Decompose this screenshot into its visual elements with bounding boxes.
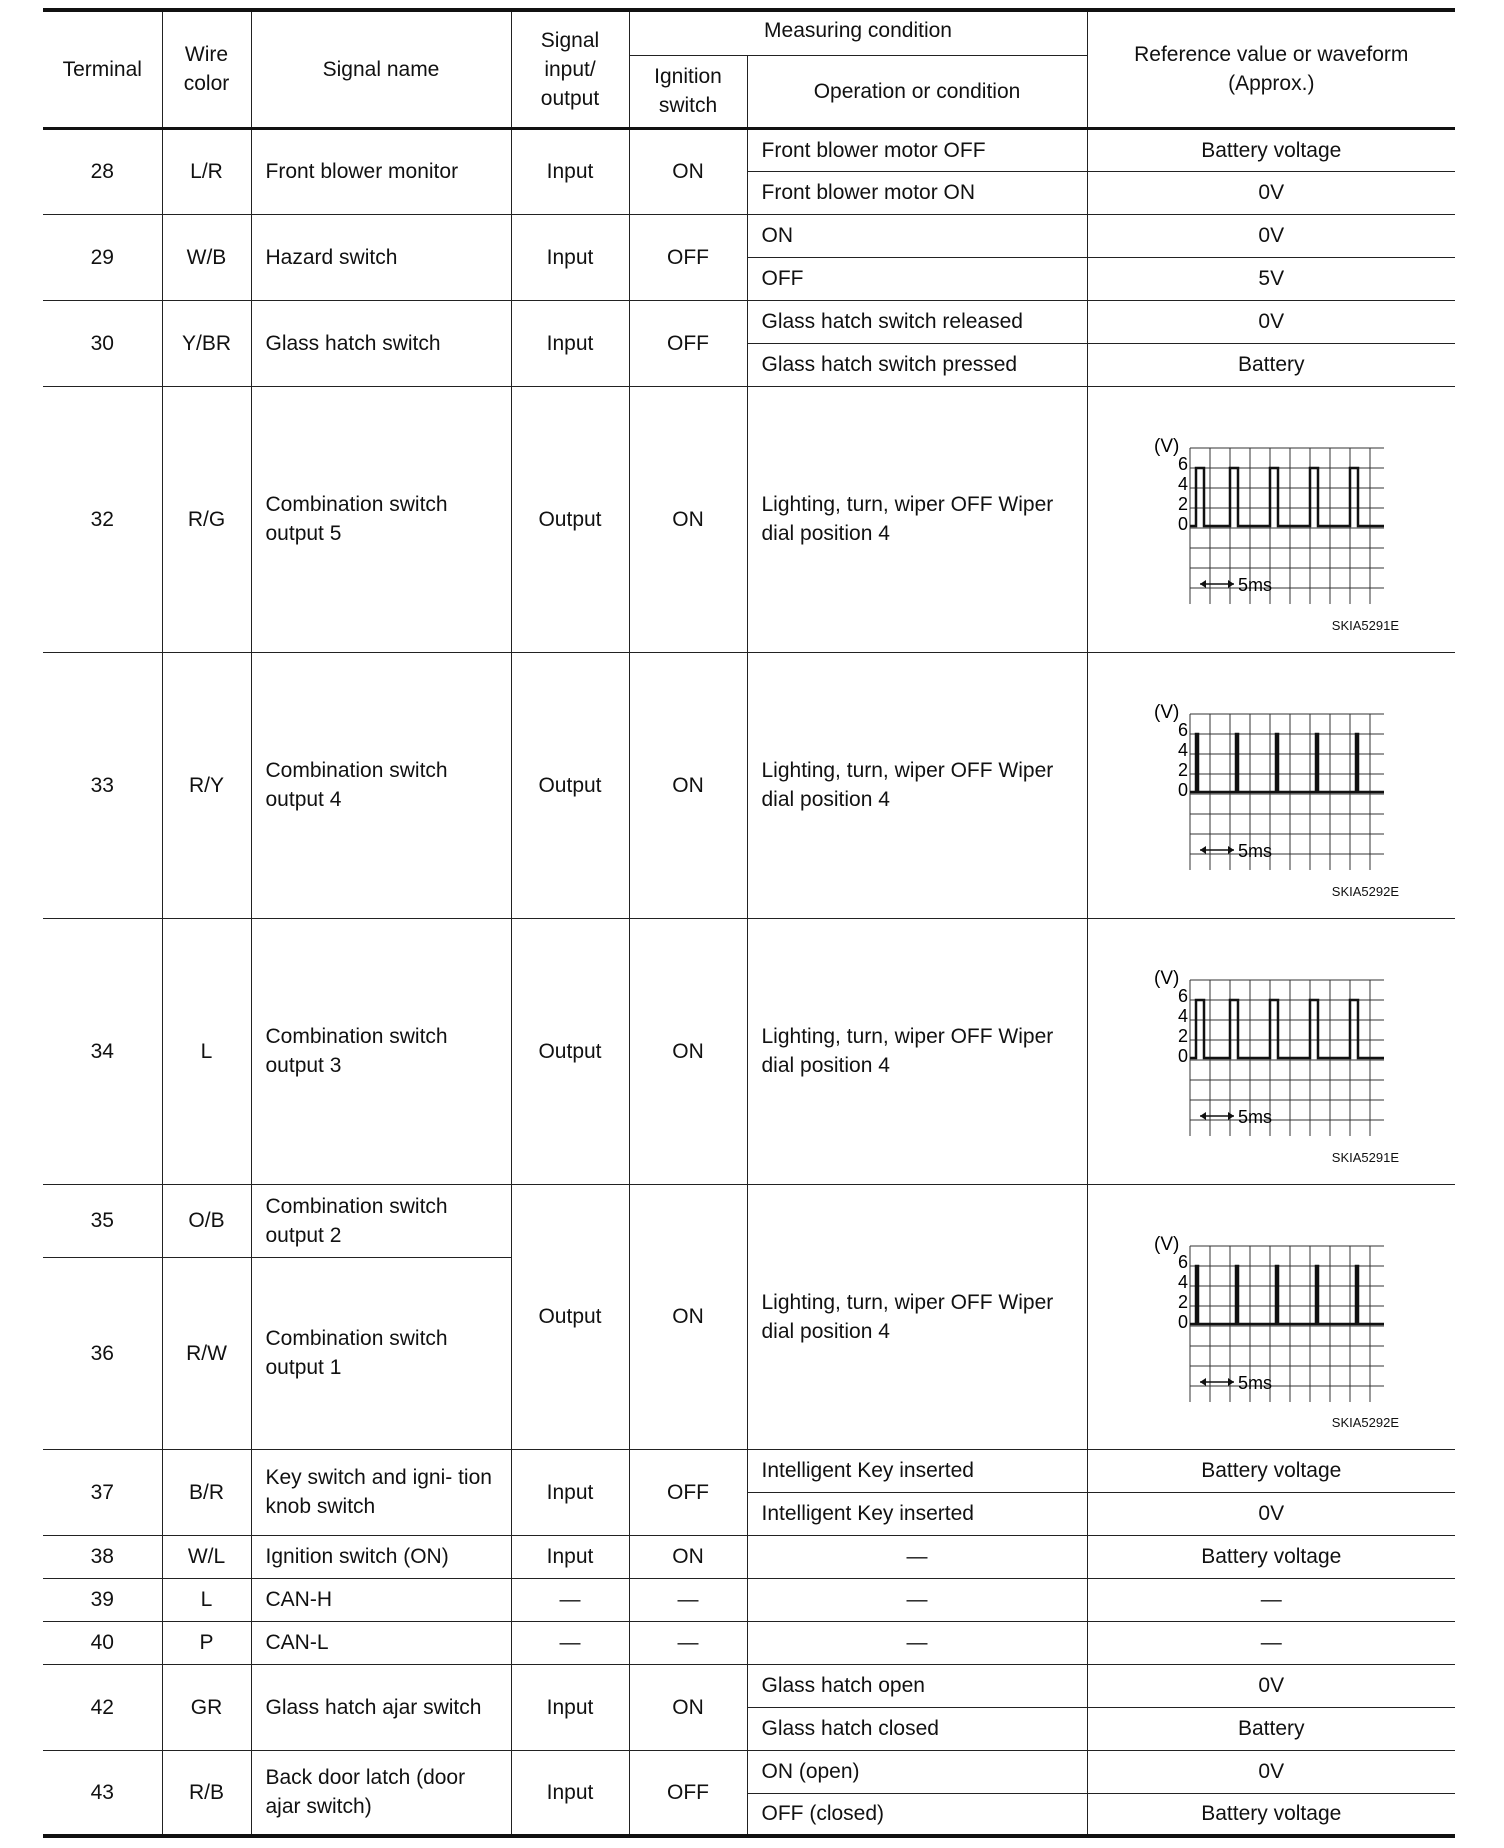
ignition-cell: ON <box>629 652 747 918</box>
signal-io-cell: Input <box>511 214 629 300</box>
condition-cell: OFF (closed) <box>747 1793 1087 1836</box>
unit-label: (V) <box>1153 435 1179 457</box>
signal-name-cell: Front blower monitor <box>251 128 511 214</box>
y-tick-label: 0 <box>1177 513 1188 534</box>
y-tick-label: 2 <box>1177 1291 1188 1312</box>
reference-cell: 0V <box>1087 1664 1455 1707</box>
signal-name-cell: Glass hatch switch <box>251 300 511 386</box>
condition-cell: Lighting, turn, wiper OFF Wiper dial position 4 <box>747 1184 1087 1449</box>
terminal-cell: 38 <box>43 1535 162 1578</box>
waveform-signal <box>1190 468 1384 526</box>
condition-cell: ON <box>747 214 1087 257</box>
y-tick-label: 6 <box>1177 985 1188 1006</box>
condition-cell: Glass hatch closed <box>747 1707 1087 1750</box>
reference-cell: 0V <box>1087 214 1455 257</box>
waveform-graph <box>1154 434 1384 604</box>
ignition-cell: OFF <box>629 214 747 300</box>
signal-name-cell: CAN-L <box>251 1621 511 1664</box>
unit-label: (V) <box>1153 967 1179 989</box>
wire-color-cell: L <box>162 1578 251 1621</box>
table-row <box>43 652 1455 918</box>
signal-io-cell: Input <box>511 128 629 214</box>
waveform-signal <box>1190 734 1384 792</box>
figure-code: SKIA5292E <box>1331 1414 1400 1430</box>
signal-name-cell: CAN-H <box>251 1578 511 1621</box>
reference-cell: 0V <box>1087 1492 1455 1535</box>
figure-code: SKIA5291E <box>1331 1149 1400 1165</box>
ignition-cell: ON <box>629 1535 747 1578</box>
terminal-cell: 34 <box>43 918 162 1184</box>
condition-cell: OFF <box>747 257 1087 300</box>
waveform-signal <box>1190 1266 1384 1324</box>
header-wire-color: Wire color <box>162 10 251 128</box>
wire-color-cell: GR <box>162 1664 251 1750</box>
signal-io-cell: Input <box>511 1750 629 1836</box>
table-row <box>43 300 1455 343</box>
wire-color-cell: Y/BR <box>162 300 251 386</box>
ignition-cell: ON <box>629 128 747 214</box>
condition-cell: — <box>747 1621 1087 1664</box>
waveform-cell <box>1087 1184 1455 1449</box>
reference-cell: — <box>1087 1621 1455 1664</box>
arrow-head-right <box>1228 846 1234 854</box>
wire-color-cell: L <box>162 918 251 1184</box>
ignition-cell: ON <box>629 918 747 1184</box>
arrow-head-left <box>1200 580 1206 588</box>
condition-cell: Front blower motor OFF <box>747 128 1087 171</box>
signal-io-cell: Input <box>511 1449 629 1535</box>
signal-name-cell: Key switch and igni- tion knob switch <box>251 1449 511 1535</box>
reference-cell: Battery voltage <box>1087 1449 1455 1492</box>
figure-code: SKIA5291E <box>1331 617 1400 633</box>
y-tick-label: 4 <box>1177 1271 1188 1292</box>
terminal-reference-table <box>43 8 1455 1838</box>
time-scale-label: 5ms <box>1237 1106 1272 1127</box>
ignition-cell: ON <box>629 1664 747 1750</box>
condition-cell: Front blower motor ON <box>747 171 1087 214</box>
unit-label: (V) <box>1153 1233 1179 1255</box>
signal-io-cell: Output <box>511 1184 629 1449</box>
signal-io-cell: Input <box>511 1535 629 1578</box>
table-row <box>43 1664 1455 1707</box>
terminal-cell: 28 <box>43 128 162 214</box>
signal-name-cell: Combination switch output 2 <box>251 1184 511 1257</box>
condition-cell: Glass hatch switch pressed <box>747 343 1087 386</box>
y-tick-label: 0 <box>1177 1045 1188 1066</box>
terminal-cell: 32 <box>43 386 162 652</box>
terminal-cell: 43 <box>43 1750 162 1836</box>
terminal-cell: 35 <box>43 1184 162 1257</box>
signal-io-cell: Output <box>511 652 629 918</box>
reference-cell: — <box>1087 1578 1455 1621</box>
terminal-cell: 30 <box>43 300 162 386</box>
reference-cell: Battery voltage <box>1087 128 1455 171</box>
table-row <box>43 386 1455 652</box>
waveform-cell <box>1087 386 1455 652</box>
ignition-cell: OFF <box>629 1449 747 1535</box>
waveform-graph <box>1154 1232 1384 1402</box>
waveform-graph <box>1154 700 1384 870</box>
y-tick-label: 6 <box>1177 453 1188 474</box>
y-tick-label: 6 <box>1177 1251 1188 1272</box>
arrow-head-left <box>1200 1112 1206 1120</box>
arrow-head-left <box>1200 1378 1206 1386</box>
figure-code: SKIA5292E <box>1331 883 1400 899</box>
terminal-cell: 36 <box>43 1257 162 1449</box>
wire-color-cell: R/W <box>162 1257 251 1449</box>
y-tick-label: 6 <box>1177 719 1188 740</box>
condition-cell: — <box>747 1535 1087 1578</box>
table-row <box>43 1184 1455 1257</box>
signal-io-cell: — <box>511 1578 629 1621</box>
ignition-cell: OFF <box>629 300 747 386</box>
terminal-cell: 39 <box>43 1578 162 1621</box>
y-tick-label: 4 <box>1177 739 1188 760</box>
terminal-cell: 33 <box>43 652 162 918</box>
ignition-cell: ON <box>629 386 747 652</box>
wire-color-cell: W/L <box>162 1535 251 1578</box>
y-tick-label: 4 <box>1177 1005 1188 1026</box>
reference-cell: Battery voltage <box>1087 1535 1455 1578</box>
condition-cell: Glass hatch switch released <box>747 300 1087 343</box>
signal-io-cell: — <box>511 1621 629 1664</box>
header-signal-name: Signal name <box>251 10 511 128</box>
signal-io-cell: Input <box>511 1664 629 1750</box>
table-row <box>43 918 1455 1184</box>
wire-color-cell: O/B <box>162 1184 251 1257</box>
arrow-head-right <box>1228 1378 1234 1386</box>
condition-cell: Intelligent Key inserted <box>747 1449 1087 1492</box>
condition-cell: Glass hatch open <box>747 1664 1087 1707</box>
header-ignition-switch: Ignition switch <box>629 55 747 128</box>
y-tick-label: 2 <box>1177 493 1188 514</box>
condition-cell: Lighting, turn, wiper OFF Wiper dial position 4 <box>747 918 1087 1184</box>
reference-cell: Battery <box>1087 1707 1455 1750</box>
signal-name-cell: Combination switch output 3 <box>251 918 511 1184</box>
condition-cell: Lighting, turn, wiper OFF Wiper dial position 4 <box>747 652 1087 918</box>
header-signal-io: Signal input/ output <box>511 10 629 128</box>
wire-color-cell: R/G <box>162 386 251 652</box>
signal-name-cell: Ignition switch (ON) <box>251 1535 511 1578</box>
condition-cell: ON (open) <box>747 1750 1087 1793</box>
terminal-cell: 29 <box>43 214 162 300</box>
terminal-cell: 42 <box>43 1664 162 1750</box>
table-row <box>43 1535 1455 1578</box>
header-operation: Operation or condition <box>747 55 1087 128</box>
table-row <box>43 1750 1455 1793</box>
ignition-cell: — <box>629 1621 747 1664</box>
waveform-cell <box>1087 652 1455 918</box>
header-terminal: Terminal <box>43 10 162 128</box>
wire-color-cell: B/R <box>162 1449 251 1535</box>
terminal-cell: 40 <box>43 1621 162 1664</box>
signal-io-cell: Input <box>511 300 629 386</box>
header-reference: Reference value or waveform (Approx.) <box>1087 10 1455 128</box>
reference-cell: Battery voltage <box>1087 1793 1455 1836</box>
reference-cell: 0V <box>1087 1750 1455 1793</box>
wire-color-cell: R/Y <box>162 652 251 918</box>
y-tick-label: 0 <box>1177 1311 1188 1332</box>
signal-name-cell: Combination switch output 4 <box>251 652 511 918</box>
header-measuring-condition: Measuring condition <box>629 10 1087 55</box>
signal-name-cell: Combination switch output 1 <box>251 1257 511 1449</box>
terminal-cell: 37 <box>43 1449 162 1535</box>
time-scale-label: 5ms <box>1237 574 1272 595</box>
signal-name-cell: Back door latch (door ajar switch) <box>251 1750 511 1836</box>
table-row <box>43 128 1455 171</box>
unit-label: (V) <box>1153 701 1179 723</box>
y-tick-label: 4 <box>1177 473 1188 494</box>
ignition-cell: OFF <box>629 1750 747 1836</box>
condition-cell: Intelligent Key inserted <box>747 1492 1087 1535</box>
ignition-cell: — <box>629 1578 747 1621</box>
reference-cell: 0V <box>1087 171 1455 214</box>
signal-name-cell: Combination switch output 5 <box>251 386 511 652</box>
table-row <box>43 1449 1455 1492</box>
signal-io-cell: Output <box>511 918 629 1184</box>
waveform-signal <box>1190 1000 1384 1058</box>
table-row <box>43 214 1455 257</box>
reference-cell: 0V <box>1087 300 1455 343</box>
waveform-graph <box>1154 966 1384 1136</box>
time-scale-label: 5ms <box>1237 840 1272 861</box>
waveform-cell <box>1087 918 1455 1184</box>
table-row <box>43 1621 1455 1664</box>
condition-cell: Lighting, turn, wiper OFF Wiper dial position 4 <box>747 386 1087 652</box>
arrow-head-right <box>1228 1112 1234 1120</box>
y-tick-label: 0 <box>1177 779 1188 800</box>
time-scale-label: 5ms <box>1237 1372 1272 1393</box>
signal-name-cell: Hazard switch <box>251 214 511 300</box>
arrow-head-right <box>1228 580 1234 588</box>
wire-color-cell: L/R <box>162 128 251 214</box>
signal-io-cell: Output <box>511 386 629 652</box>
wire-color-cell: W/B <box>162 214 251 300</box>
wire-color-cell: R/B <box>162 1750 251 1836</box>
ignition-cell: ON <box>629 1184 747 1449</box>
wire-color-cell: P <box>162 1621 251 1664</box>
table-row <box>43 1578 1455 1621</box>
y-tick-label: 2 <box>1177 1025 1188 1046</box>
reference-cell: 5V <box>1087 257 1455 300</box>
y-tick-label: 2 <box>1177 759 1188 780</box>
arrow-head-left <box>1200 846 1206 854</box>
condition-cell: — <box>747 1578 1087 1621</box>
reference-cell: Battery <box>1087 343 1455 386</box>
signal-name-cell: Glass hatch ajar switch <box>251 1664 511 1750</box>
